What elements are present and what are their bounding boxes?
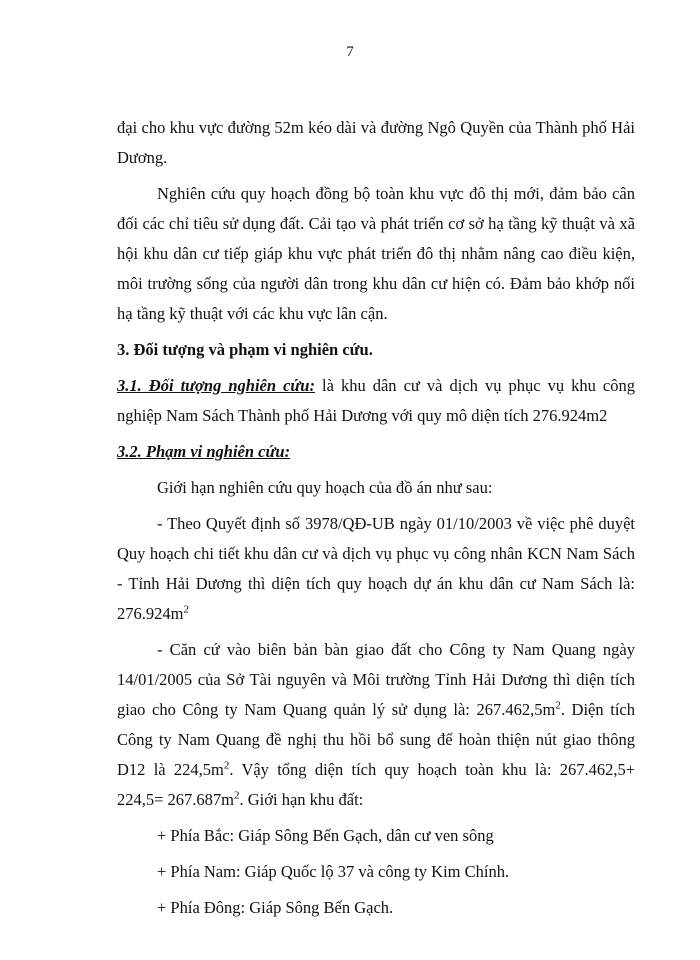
text-line: 14/01/2005 của Sở Tài nguyên và Môi trường Tỉnh Hải Dương thì diện tích: [117, 670, 635, 689]
text-line: $276.924m^2$: [117, 603, 189, 623]
subsection-label: 3.1. Đối tượng nghiên cứu:: [117, 376, 315, 395]
text-line: đại cho khu vực đường 52m kéo dài và đường Ngô Quyền của Thành phố Hải: [117, 118, 635, 137]
text-line: D12 là $224,5m^2$. Vậy tổng diện tích quy hoạch toàn khu là: 267.462,5+: [117, 759, 635, 779]
document-body: [117, 113, 635, 923]
scope-item-decision: [117, 509, 635, 629]
paragraph-continuation: [117, 113, 635, 173]
page-number: 7: [346, 44, 354, 60]
subsection-study-object: [117, 371, 635, 431]
paragraph-study-scope: [117, 179, 635, 329]
text-line: $224,5= 267.687m^2$. Giới hạn khu đất:: [117, 789, 364, 809]
text-line: hội khu dân cư tiếp giáp khu vực phát triển đô thị nhằm nâng cao điều kiện,: [117, 244, 635, 263]
text-line: giao cho Công ty Nam Quang quản lý sử dụng là: $267.462,5m^2$. Diện tích: [117, 699, 635, 719]
text-line: môi trường sống của người dân trong khu dân cư hiện có. Đảm bảo khớp nối: [117, 274, 635, 293]
text-line: Nghiên cứu quy hoạch đồng bộ toàn khu vực đô thị mới, đảm bảo cân: [157, 184, 635, 203]
subsection-text: là khu dân cư và dịch vụ phục vụ khu công: [314, 376, 635, 395]
scope-item-handover: [117, 635, 635, 815]
text-line: [117, 371, 635, 401]
text-line: đối các chỉ tiêu sử dụng đất. Cải tạo và phát triển cơ sở hạ tầng kỹ thuật và xã: [117, 214, 635, 233]
text-line: - Tỉnh Hải Dương thì diện tích quy hoạch dự án khu dân cư Nam Sách là:: [117, 574, 635, 593]
text-line: - Căn cứ vào biên bản bàn giao đất cho Công ty Nam Quang ngày: [157, 640, 635, 659]
text-line: - Theo Quyết định số 3978/QĐ-UB ngày 01/10/2003 về việc phê duyệt: [157, 514, 635, 533]
text-line: Công ty Nam Quang đề nghị thu hồi bổ sung để hoàn thiện nút giao thông: [117, 730, 635, 749]
text-line: hạ tầng kỹ thuật với các khu vực lân cận.: [117, 304, 388, 323]
text-line: Dương.: [117, 148, 168, 167]
section-heading: 3. Đối tượng và phạm vi nghiên cứu.: [117, 340, 373, 359]
boundary-east: + Phía Đông: Giáp Sông Bến Gạch.: [157, 898, 394, 917]
subsection-label-scope: 3.2. Phạm vi nghiên cứu:: [117, 442, 291, 461]
boundary-north: + Phía Bắc: Giáp Sông Bến Gạch, dân cư ven sông: [157, 826, 494, 845]
scope-intro: Giới hạn nghiên cứu quy hoạch của đồ án như sau:: [157, 478, 493, 497]
text-line: Quy hoạch chi tiết khu dân cư và dịch vụ phục vụ công nhân KCN Nam Sách: [117, 544, 635, 563]
text-line: nghiệp Nam Sách Thành phố Hải Dương với quy mô diện tích 276.924m2: [117, 406, 608, 425]
boundary-south: + Phía Nam: Giáp Quốc lộ 37 và công ty Kim Chính.: [157, 862, 510, 881]
